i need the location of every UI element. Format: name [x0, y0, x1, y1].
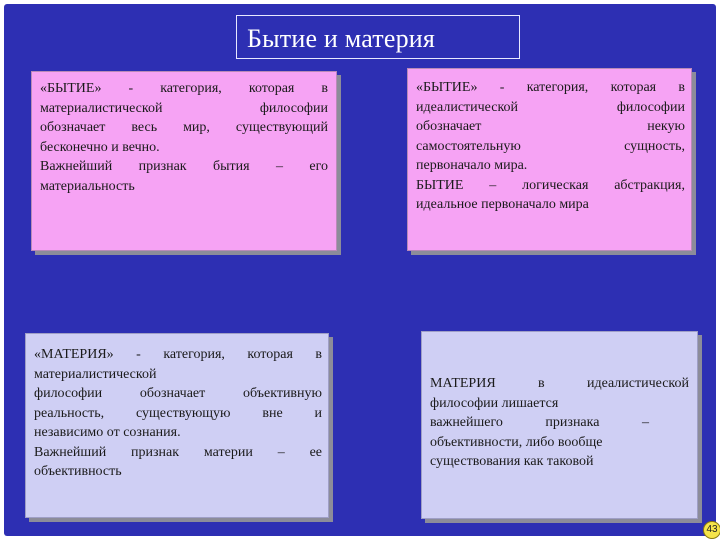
card-line: объективности, либо вообще	[430, 434, 603, 450]
card-matter-materialist	[25, 333, 329, 518]
card-line: реальность, существующую вне и	[34, 405, 322, 421]
card-line: независимо от сознания.	[34, 425, 181, 440]
card-line: материалистической философии	[40, 100, 328, 116]
card-line: материалистической	[34, 366, 157, 382]
card-line: идеалистической философии	[416, 99, 685, 115]
slide-panel	[4, 4, 716, 536]
card-line: идеальное первоначало мира	[416, 197, 589, 212]
card-line: «МАТЕРИЯ» - категория, которая в	[34, 347, 322, 362]
card-line: самостоятельную сущность,	[416, 138, 685, 154]
card-line: обозначает весь мир, существующий	[40, 120, 328, 135]
card-line: «БЫТИЕ» - категория, которая в	[416, 80, 685, 95]
card-matter-idealist	[421, 331, 698, 519]
card-line: объективность	[34, 464, 122, 479]
page-number-badge: 43	[703, 521, 720, 539]
card-line: важнейшего признака –	[430, 415, 649, 430]
slide-title: Бытие и материя	[247, 24, 436, 53]
card-line: философии обозначает объективную	[34, 386, 322, 401]
card-line: Важнейший признак материи – ее	[34, 444, 322, 460]
title-box	[236, 15, 520, 59]
card-line: «БЫТИЕ» - категория, которая в	[40, 81, 328, 96]
card-being-idealist	[407, 68, 692, 251]
card-line: первоначало мира.	[416, 158, 528, 173]
card-line: бесконечно и вечно.	[40, 139, 160, 155]
card-line: БЫТИЕ – логическая абстракция,	[416, 177, 685, 193]
card-line: Важнейший признак бытия – его	[40, 159, 328, 174]
card-line: материальность	[40, 178, 135, 194]
card-line: МАТЕРИЯ в идеалистической	[430, 376, 689, 391]
card-line: обозначает некую	[416, 119, 685, 134]
card-line: философии лишается	[430, 395, 559, 411]
card-line: существования как таковой	[430, 454, 594, 469]
card-being-materialist	[31, 71, 337, 251]
